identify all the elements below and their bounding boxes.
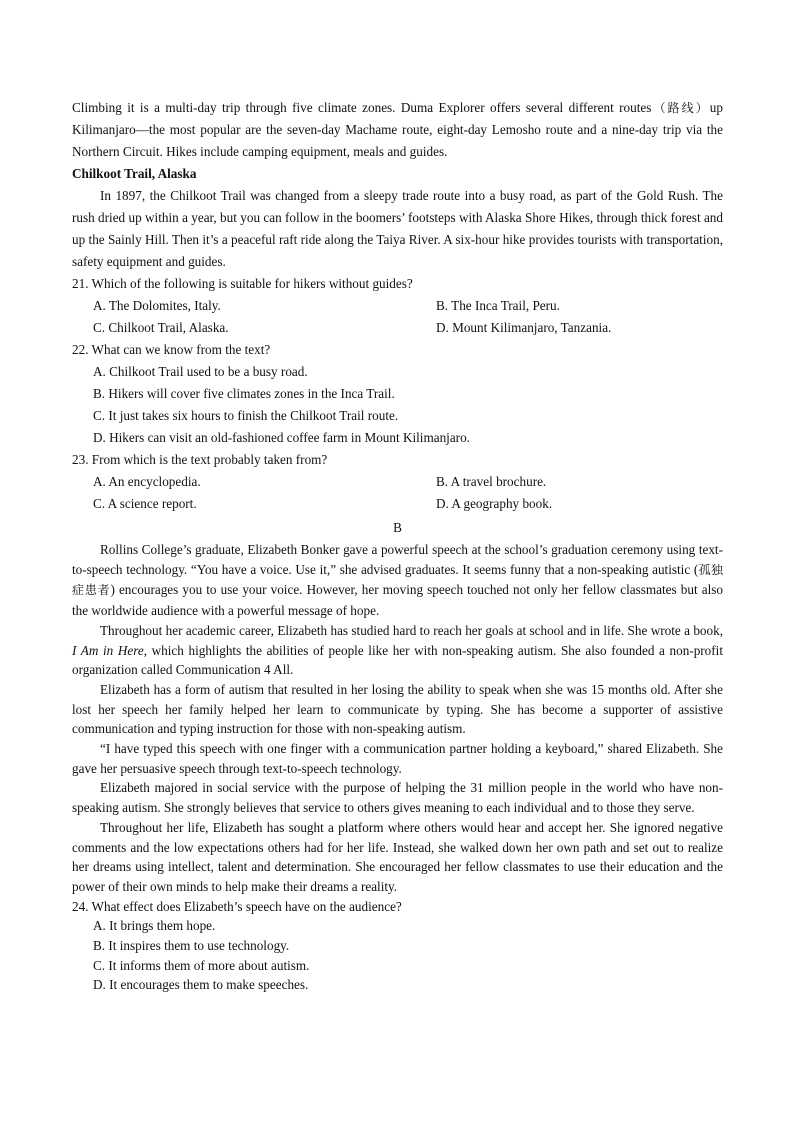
question-24-option-a[interactable]: A. It brings them hope. bbox=[93, 918, 216, 934]
section-b-paragraph-3: Elizabeth has a form of autism that resulted in her losing the ability to speak when she was 15 months old. After she lost her speech her family helped her learn to communicate by typing. She has become a supporter of assistive communication and typing instruction for those with non-speaking autism. bbox=[72, 681, 723, 737]
question-24-option-d[interactable]: D. It encourages them to make speeches. bbox=[93, 977, 309, 993]
kilimanjaro-text-start: Climbing it is a multi-day trip through five climate zones. Duma Explorer offers several different routes bbox=[72, 100, 652, 115]
question-21-option-d[interactable]: D. Mount Kilimanjaro, Tanzania. bbox=[436, 320, 612, 335]
question-21-option-c[interactable]: C. Chilkoot Trail, Alaska. bbox=[93, 320, 229, 335]
question-23-option-b[interactable]: B. A travel brochure. bbox=[436, 474, 547, 489]
question-21-options bbox=[72, 295, 723, 339]
chilkoot-heading: Chilkoot Trail, Alaska bbox=[72, 166, 197, 181]
section-b-p1-text-end: ) encourages you to use your voice. However, her moving speech touched not only her fellow classmates but also the worldwide audience with a powerful message of hope. bbox=[72, 582, 723, 619]
question-22-stem: 22. What can we know from the text? bbox=[72, 342, 271, 357]
question-23-option-c[interactable]: C. A science report. bbox=[93, 496, 197, 511]
question-23-option-a[interactable]: A. An encyclopedia. bbox=[93, 474, 201, 489]
question-22-option-d[interactable]: D. Hikers can visit an old-fashioned coffee farm in Mount Kilimanjaro. bbox=[93, 430, 470, 445]
chilkoot-paragraph: In 1897, the Chilkoot Trail was changed from a sleepy trade route into a busy road, as part of the Gold Rush. The rush dried up within a year, but you can follow in the boomers’ footsteps with Alaska Shore Hikes, through thick forest and up the Sainly Hill. Then it’s a peaceful raft ride along the Taiya River. A six-hour hike provides tourists with transportation, safety equipment and guides. bbox=[72, 188, 723, 269]
question-24-option-c[interactable]: C. It informs them of more about autism. bbox=[93, 957, 310, 973]
exam-page bbox=[72, 97, 723, 995]
question-24-option-b[interactable]: B. It inspires them to use technology. bbox=[93, 938, 290, 954]
section-b-p2-text-end: , which highlights the abilities of people like her with non-speaking autism. She also founded a non-profit organization called Communication 4 All. bbox=[72, 642, 723, 678]
question-23-option-d[interactable]: D. A geography book. bbox=[436, 496, 553, 511]
chinese-gloss-autistic: 孤独症患者 bbox=[72, 562, 723, 598]
question-22-option-c[interactable]: C. It just takes six hours to finish the Chilkoot Trail route. bbox=[93, 408, 399, 423]
kilimanjaro-text-end: up Kilimanjaro—the most popular are the seven-day Machame route, eight-day Lemosho route and a nine-day trip via the Northern Circuit. Hikes include camping equipment, meals and guides. bbox=[72, 100, 723, 159]
question-23-options bbox=[72, 471, 723, 515]
question-21-stem: 21. Which of the following is suitable for hikers without guides? bbox=[72, 276, 413, 291]
question-22-options bbox=[72, 361, 723, 449]
section-b-p1-text-start: Rollins College’s graduate, Elizabeth Bonker gave a powerful speech at the school’s graduation ceremony using text-to-speech technology. “You have a voice. Use it,” she advised graduates. It seems funny that a non-speaking autistic ( bbox=[72, 542, 723, 577]
section-b-paragraph-4: “I have typed this speech with one finger with a communication partner holding a keyboard,” shared Elizabeth. She gave her persuasive speech through text-to-speech technology. bbox=[72, 741, 723, 776]
chinese-gloss-routes: （路线） bbox=[651, 101, 710, 115]
question-22-option-a[interactable]: A. Chilkoot Trail used to be a busy road. bbox=[93, 364, 308, 379]
section-b-paragraph-5: Elizabeth majored in social service with the purpose of helping the 31 million people in the world who have non-speaking autism. She strongly believes that service to others gives meaning to each individual and to those they serve. bbox=[72, 780, 723, 816]
kilimanjaro-paragraph-continued bbox=[72, 97, 723, 163]
question-21-option-b[interactable]: B. The Inca Trail, Peru. bbox=[436, 298, 560, 313]
question-22-option-b[interactable]: B. Hikers will cover five climates zones in the Inca Trail. bbox=[93, 386, 395, 401]
section-b-paragraph-2 bbox=[72, 621, 723, 680]
question-24-options bbox=[72, 916, 723, 995]
section-b-letter: B bbox=[393, 520, 402, 535]
section-b-p2-text-start: Throughout her academic career, Elizabeth has studied hard to reach her goals at school and in life. She wrote a book, bbox=[100, 622, 723, 638]
section-b-paragraph-6: Throughout her life, Elizabeth has sought a platform where others would hear and accept her. She ignored negative comments and the low expectations others had for her life. Instead, she walked down her own path and set out to realize her dreams using intellect, talent and determination. She encouraged her fellow classmates to use their education and the power of their own minds to help make their dreams a reality. bbox=[72, 819, 723, 894]
section-b-paragraph-1 bbox=[72, 540, 723, 621]
question-23-stem: 23. From which is the text probably taken from? bbox=[72, 452, 328, 467]
question-24-stem: 24. What effect does Elizabeth’s speech have on the audience? bbox=[72, 898, 402, 914]
question-21-option-a[interactable]: A. The Dolomites, Italy. bbox=[93, 298, 221, 313]
book-title: I Am in Here bbox=[72, 642, 144, 658]
